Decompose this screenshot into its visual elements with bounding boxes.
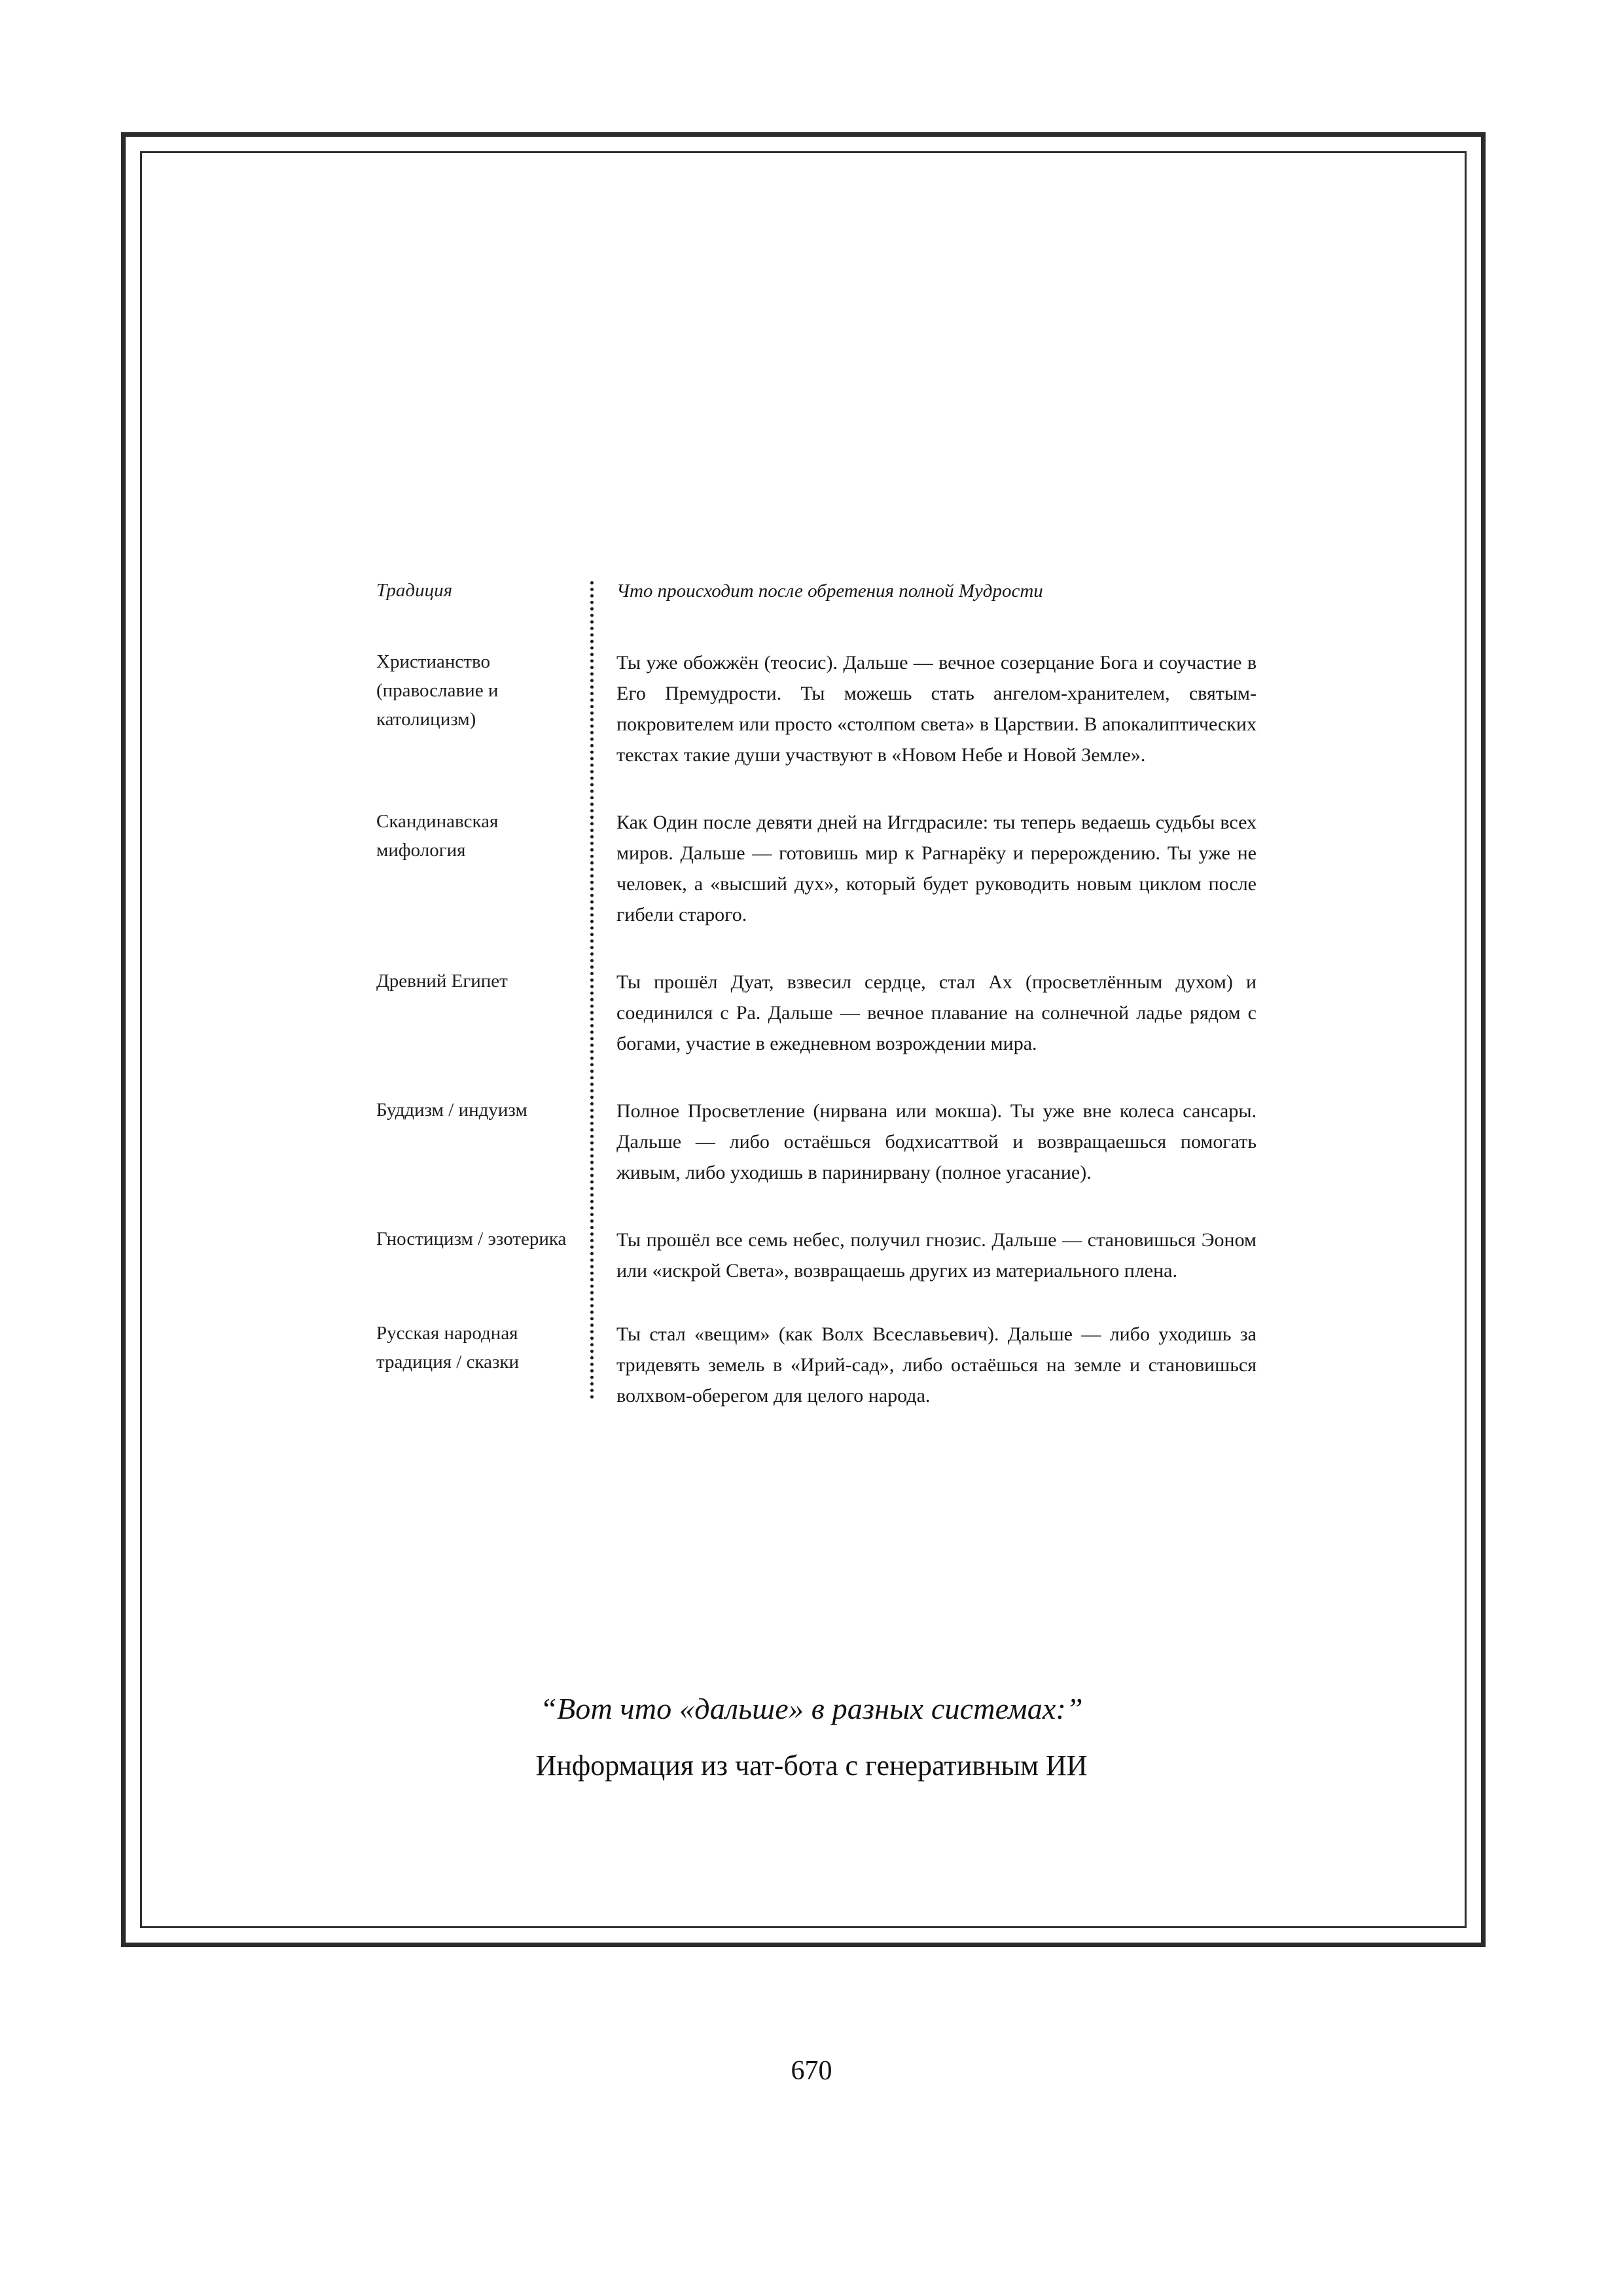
table-cell-description: Ты уже обожжён (теосис). Дальше — вечное созерцание Бога и соучастие в Его Премудрости. Ты можешь стать ангелом-хранителем, святым-покровителем или просто «столпом света» в Царствии. В апокалиптических текстах такие души участвуют в «Новом Небе и Новой Земле». bbox=[616, 652, 1257, 766]
table-cell-tradition: Гностицизм / эзотерика bbox=[376, 1229, 567, 1249]
table-header-row bbox=[376, 576, 1257, 607]
table-cell-description: Полное Просветление (нирвана или мокша). Ты уже вне колеса сансары. Дальше — либо остаёшься бодхисаттвой и возвращаешься помогать живым, либо уходишь в паринирвану (полное угасание). bbox=[616, 1100, 1257, 1183]
table-cell-tradition: Буддизм / индуизм bbox=[376, 1100, 527, 1121]
table-cell-description: Ты прошёл Дуат, взвесил сердце, стал Ах (просветлённым духом) и соединился с Ра. Дальше — вечное плавание на солнечной ладье рядом с богами, участие в ежедневном возрождении мира. bbox=[616, 971, 1257, 1054]
table-cell-tradition: Скандинавская мифология bbox=[376, 811, 499, 861]
table-row bbox=[376, 647, 1257, 770]
row-spacer bbox=[376, 930, 1257, 967]
table-cell-tradition: Русская народная традиция / сказки bbox=[376, 1323, 520, 1372]
table-grid bbox=[376, 576, 1257, 1411]
caption-source-text: Информация из чат-бота с генеративным ИИ bbox=[535, 1749, 1088, 1782]
table-cell-tradition: Древний Египет bbox=[376, 971, 508, 992]
table-row bbox=[376, 807, 1257, 930]
table-cell-description: Ты прошёл все семь небес, получил гнозис. Дальше — становишься Эоном или «искрой Света», возвращаешь других из материального плена. bbox=[616, 1229, 1257, 1282]
table-row bbox=[376, 967, 1257, 1059]
table-cell-description: Как Один после девяти дней на Иггдрасиле: ты теперь ведаешь судьбы всех миров. Дальше — готовишь мир к Рагнарёку и перерождению. Ты уже не человек, а «высший дух», который будет руководить новым циклом после гибели старого. bbox=[616, 812, 1257, 925]
table-header-description: Что происходит после обретения полной Мудрости bbox=[616, 581, 1043, 601]
page-number: 670 bbox=[791, 2056, 832, 2086]
row-spacer bbox=[376, 770, 1257, 807]
table-cell-tradition: Христианство (православие и католицизм) bbox=[376, 651, 499, 730]
traditions-table bbox=[376, 576, 1257, 1411]
caption-quote-text: “Вот что «дальше» в разных системах:” bbox=[540, 1692, 1083, 1725]
row-spacer bbox=[376, 1286, 1257, 1319]
table-header-tradition: Традиция bbox=[376, 580, 453, 601]
table-column-divider bbox=[590, 581, 594, 1399]
row-spacer bbox=[376, 1188, 1257, 1225]
table-row bbox=[376, 1319, 1257, 1411]
row-spacer bbox=[376, 1059, 1257, 1096]
table-row bbox=[376, 1096, 1257, 1188]
figure-caption bbox=[0, 1689, 1623, 1785]
header-spacer bbox=[376, 607, 1257, 647]
table-cell-description: Ты стал «вещим» (как Волх Всеславьевич). Дальше — либо уходишь за тридевять земель в «Ирий-сад», либо остаёшься на земле и становишься волхвом-оберегом для целого народа. bbox=[616, 1323, 1257, 1407]
table-row bbox=[376, 1225, 1257, 1286]
